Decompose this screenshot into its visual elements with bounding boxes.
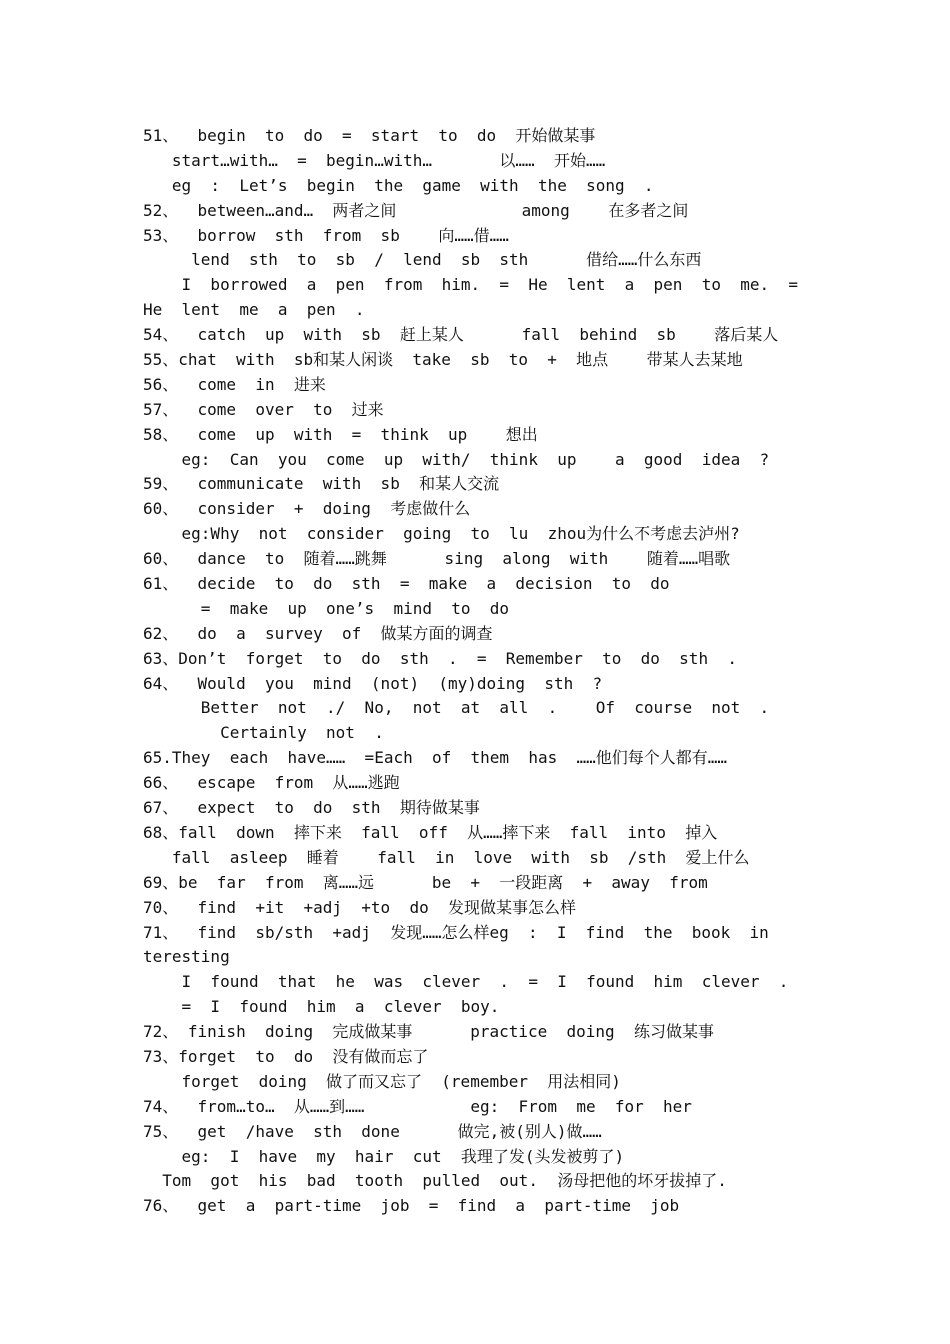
text-line: eg: I have my hair cut 我理了发(头发被剪了) (143, 1146, 625, 1166)
text-line: 60、 dance to 随着……跳舞 sing along with 随着……唱歌 (143, 549, 731, 569)
document-page (143, 124, 813, 1219)
text-line: 51、 begin to do = start to do 开始做某事 (143, 126, 596, 145)
text-line: teresting (143, 947, 230, 967)
text-line: Certainly not . (143, 723, 384, 743)
text-line: 62、 do a survey of 做某方面的调查 (143, 623, 493, 643)
text-line: start…with… = begin…with… 以…… 开始…… (143, 150, 606, 170)
text-line: I found that he was clever . = I found him clever . (143, 972, 789, 992)
text-line: Better not ./ No, not at all . Of course not . (143, 698, 770, 718)
text-line: 61、 decide to do sth = make a decision to do (143, 574, 670, 594)
text-line: 60、 consider + doing 考虑做什么 (143, 499, 471, 519)
text-line: 52、 between…and… 两者之间 among 在多者之间 (143, 200, 689, 220)
text-line: 58、 come up with = think up 想出 (143, 424, 538, 444)
text-line: 55、chat with sb和某人闲谈 take sb to + 地点 带某人去某地 (143, 350, 743, 370)
text-line: 72、 finish doing 完成做某事 practice doing 练习做某事 (143, 1022, 714, 1042)
text-line: 70、 find +it +adj +to do 发现做某事怎么样 (143, 897, 576, 917)
text-line: 75、 get /have sth done 做完,被(别人)做…… (143, 1121, 602, 1141)
text-line: He lent me a pen . (143, 300, 365, 320)
text-line: lend sth to sb / lend sb sth 借给……什么东西 (143, 250, 702, 270)
text-line: forget doing 做了而又忘了 (remember 用法相同) (143, 1071, 621, 1091)
text-line: I borrowed a pen from him. = He lent a pen to me. = (143, 275, 799, 295)
text-line: = make up one’s mind to do (143, 598, 510, 618)
text-line: fall asleep 睡着 fall in love with sb /sth 爱上什么 (143, 847, 750, 867)
text-line: 59、 communicate with sb 和某人交流 (143, 474, 500, 494)
text-line: 73、forget to do 没有做而忘了 (143, 1046, 429, 1066)
text-line: 53、 borrow sth from sb 向……借…… (143, 225, 509, 245)
text-line: 76、 get a part-time job = find a part-time job (143, 1196, 680, 1216)
text-line: 54、 catch up with sb 赶上某人 fall behind sb 落后某人 (143, 325, 779, 345)
text-line: eg: Can you come up with/ think up a good idea ? (143, 449, 770, 469)
text-line: 64、 Would you mind (not) (my)doing sth ? (143, 673, 603, 693)
text-line: 57、 come over to 过来 (143, 399, 384, 419)
text-line: 63、Don’t forget to do sth . = Remember to do sth . (143, 648, 737, 668)
text-line: 56、 come in 进来 (143, 374, 326, 394)
text-line: 65.They each have…… =Each of them has ……他们每个人都有…… (143, 748, 728, 768)
text-line: 68、fall down 摔下来 fall off 从……摔下来 fall into 掉入 (143, 822, 718, 842)
text-line: = I found him a clever boy. (143, 997, 500, 1017)
text-line: 71、 find sb/sth +adj 发现……怎么样eg : I find the book in (143, 922, 769, 942)
text-line: 69、be far from 离……远 be + 一段距离 + away from (143, 872, 708, 892)
text-line: Tom got his bad tooth pulled out. 汤母把他的坏牙拔掉了. (143, 1171, 727, 1191)
text-line: 66、 escape from 从……逃跑 (143, 773, 400, 793)
text-line: 74、 from…to… 从……到…… eg: From me for her (143, 1096, 692, 1116)
text-line: 67、 expect to do sth 期待做某事 (143, 798, 480, 818)
text-line: eg:Why not consider going to lu zhou为什么不考虑去泸州? (143, 524, 740, 544)
text-line: eg : Let’s begin the game with the song . (143, 175, 654, 195)
